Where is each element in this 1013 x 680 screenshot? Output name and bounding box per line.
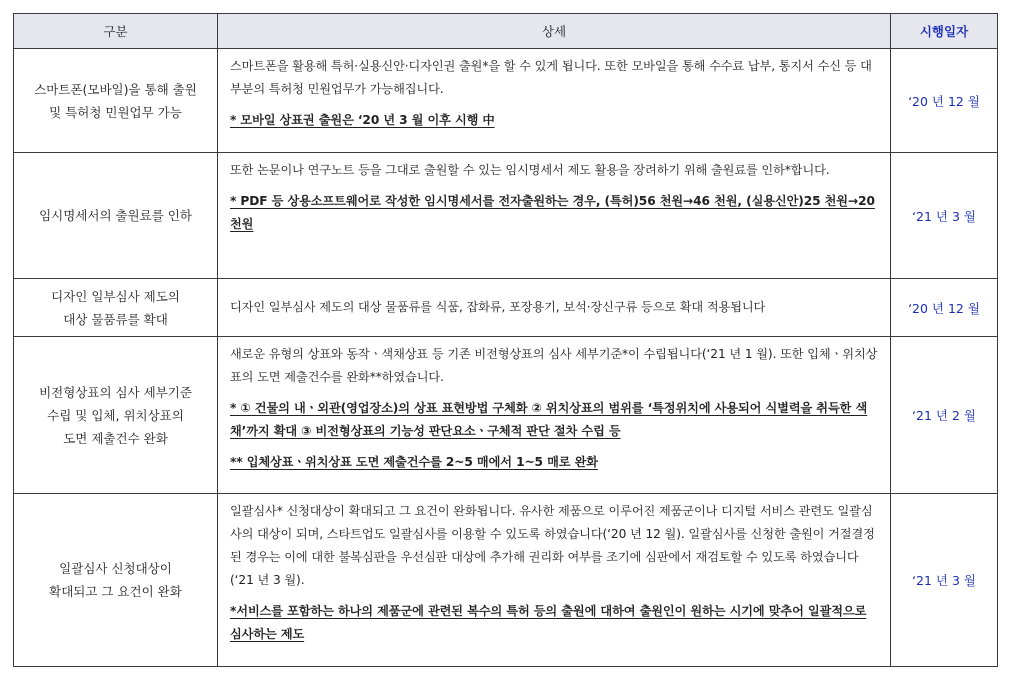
row-category: 임시명세서의 출원료를 인하 <box>14 153 218 279</box>
row-category: 일괄심사 신청대상이 확대되고 그 요건이 완화 <box>14 494 218 667</box>
footnote: ** 입체상표ㆍ위치상표 도면 제출건수를 2~5 매에서 1~5 매로 완화 <box>230 455 598 469</box>
row-category: 디자인 일부심사 제도의 대상 물품류를 확대 <box>14 279 218 337</box>
footnote: * PDF 등 상용소프트웨어로 작성한 임시명세서를 전자출원하는 경우, (특허)56 천원→46 천원, (실용신안)25 천원→20 천원 <box>230 194 875 231</box>
row-category: 스마트폰(모바일)을 통해 출원 및 특허청 민원업무 가능 <box>14 49 218 153</box>
row-category: 비전형상표의 심사 세부기준 수립 및 입체, 위치상표의 도면 제출건수 완화 <box>14 337 218 494</box>
row-date: ‘21 년 3 월 <box>891 153 998 279</box>
policy-table <box>13 13 998 667</box>
row-date: ‘21 년 3 월 <box>891 494 998 667</box>
header-detail: 상세 <box>218 14 891 49</box>
table-row <box>14 279 998 337</box>
row-detail <box>218 49 891 153</box>
detail-text: 일괄심사* 신청대상이 확대되고 그 요건이 완화됩니다. 유사한 제품으로 이루어진 제품군이나 디지털 서비스 관련도 일괄심사의 대상이 되며, 스타트업도 일괄심사를 이용할 수 있도록 하였습니다(‘20 년 12 월). 일괄심사를 신청한 출원이 거절결정된 경우는 이에 대한 불복심판을 우선심판 대상에 추가해 권리화 여부를 조기에 심판에서 재검토할 수 있도록 하였습니다(‘21 년 3 월). <box>230 504 875 587</box>
footnote: * ① 건물의 내ㆍ외관(영업장소)의 상표 표현방법 구체화 ② 위치상표의 범위를 ‘특정위치에 사용되어 식별력을 취득한 색채’까지 확대 ③ 비전형상표의 기능성 판단요소ㆍ구체적 판단 절차 수립 등 <box>230 401 868 438</box>
header-date: 시행일자 <box>891 14 998 49</box>
header-row <box>14 14 998 49</box>
table-row <box>14 337 998 494</box>
detail-text: 또한 논문이나 연구노트 등을 그대로 출원할 수 있는 임시명세서 제도 활용을 장려하기 위해 출원료를 인하*합니다. <box>230 163 830 177</box>
row-date: ‘21 년 2 월 <box>891 337 998 494</box>
table-row <box>14 153 998 279</box>
header-category: 구분 <box>14 14 218 49</box>
detail-text: 스마트폰을 활용해 특허·실용신안·디자인권 출원*을 할 수 있게 됩니다. 또한 모바일을 통해 수수료 납부, 통지서 수신 등 대부분의 특허청 민원업무가 가능해집니다. <box>230 59 872 96</box>
footnote: * 모바일 상표권 출원은 ‘20 년 3 월 이후 시행 中 <box>230 113 495 127</box>
detail-text: 디자인 일부심사 제도의 대상 물품류를 식품, 잡화류, 포장용기, 보석·장신구류 등으로 확대 적용됩니다 <box>230 300 766 314</box>
row-detail <box>218 337 891 494</box>
table-row <box>14 49 998 153</box>
row-date: ‘20 년 12 월 <box>891 49 998 153</box>
row-date: ‘20 년 12 월 <box>891 279 998 337</box>
row-detail <box>218 494 891 667</box>
detail-text: 새로운 유형의 상표와 동작ㆍ색채상표 등 기존 비전형상표의 심사 세부기준*이 수립됩니다(‘21 년 1 월). 또한 입체ㆍ위치상표의 도면 제출건수를 완화**하였습니다. <box>230 347 878 384</box>
row-detail <box>218 279 891 337</box>
footnote: *서비스를 포함하는 하나의 제품군에 관련된 복수의 특허 등의 출원에 대하여 출원인이 원하는 시기에 맞추어 일괄적으로 심사하는 제도 <box>230 604 867 641</box>
table-row <box>14 494 998 667</box>
row-detail <box>218 153 891 279</box>
